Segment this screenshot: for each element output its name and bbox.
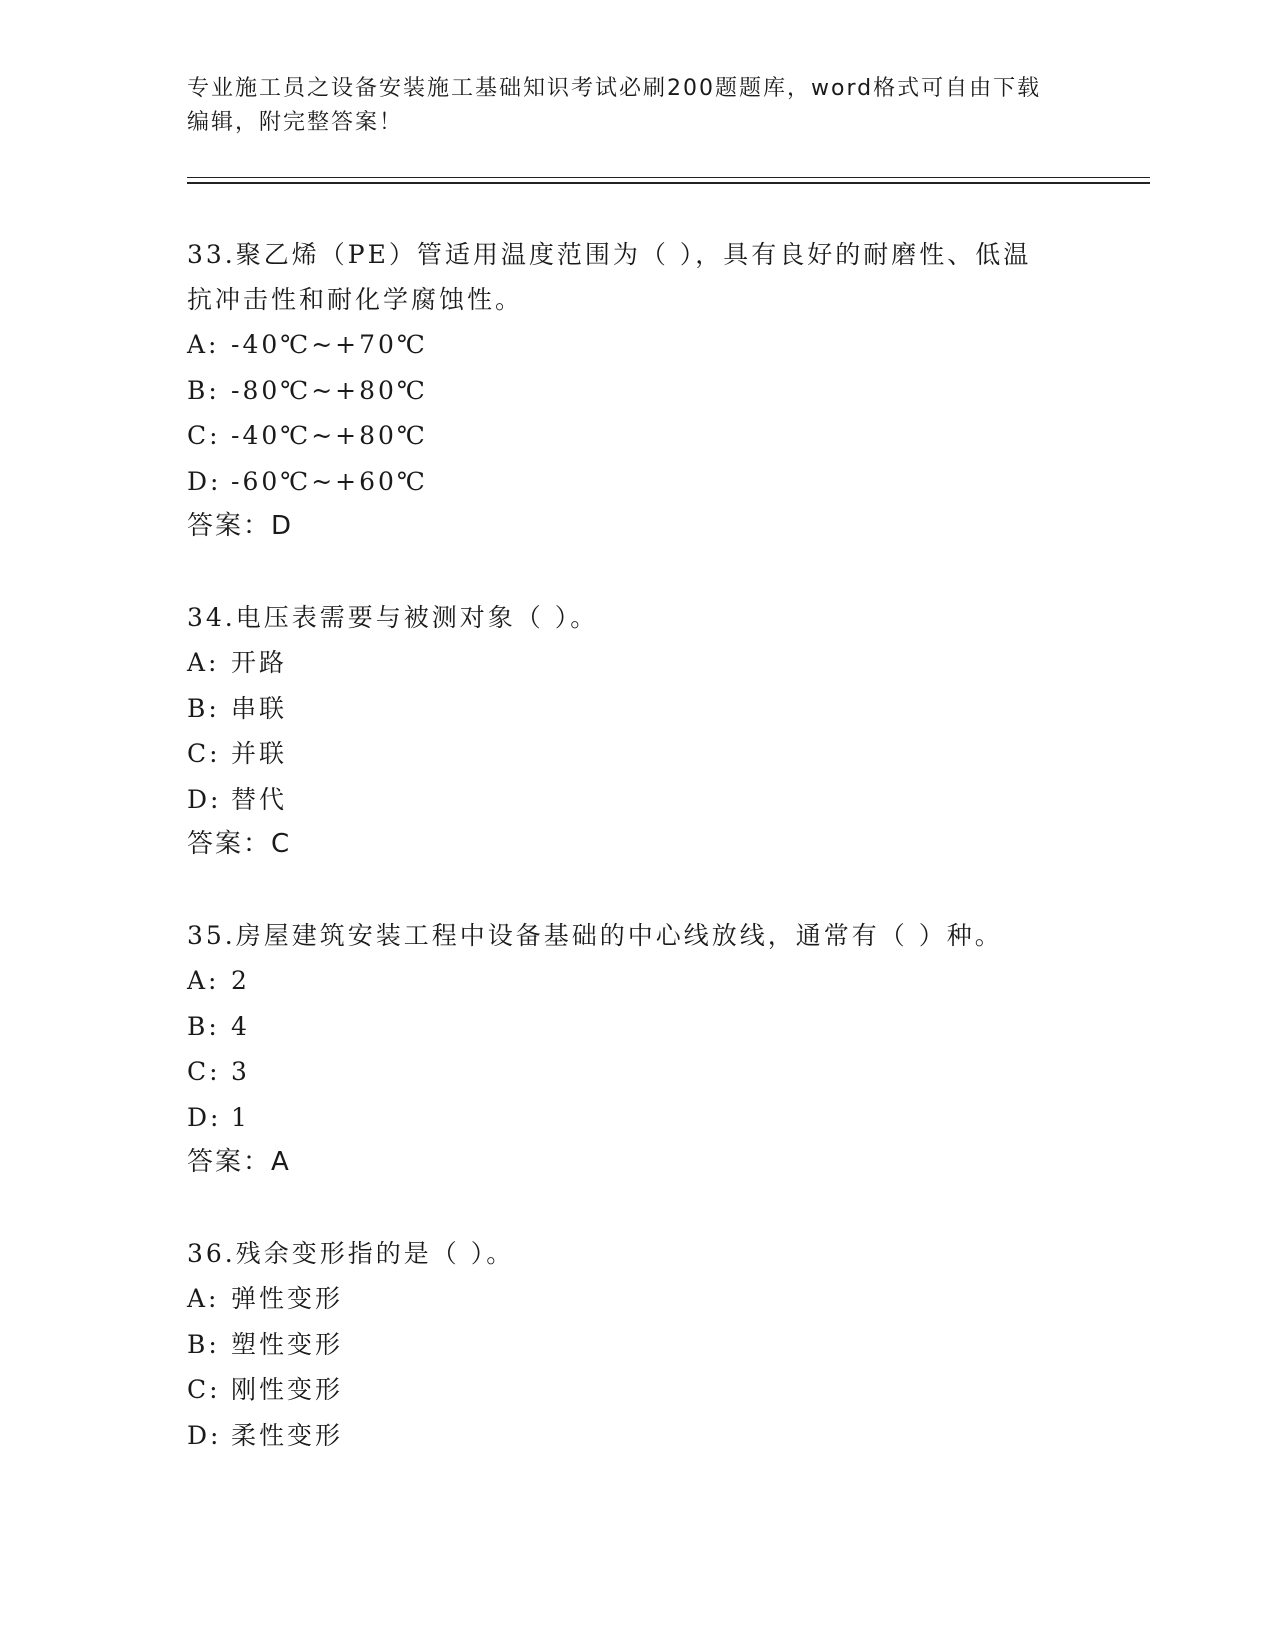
option-a — [187, 1276, 1117, 1322]
option-c — [187, 1049, 1117, 1095]
option-a — [187, 322, 1117, 368]
option-text: -60℃~+60℃ — [231, 466, 428, 496]
question-34 — [187, 595, 1117, 867]
option-text: 弹性变形 — [231, 1284, 344, 1313]
answer-line: 答案：D — [187, 511, 294, 541]
option-a — [187, 958, 1117, 1004]
option-text: -80℃~+80℃ — [231, 375, 428, 405]
option-text: 开路 — [231, 648, 288, 677]
answer-line: 答案：C — [187, 829, 292, 859]
option-letter: B: — [187, 375, 220, 405]
option-letter: D: — [187, 1420, 222, 1450]
header-line-1: 专业施工员之设备安装施工基础知识考试必刷200题题库，word格式可自由下载 — [187, 76, 1042, 101]
question-35 — [187, 913, 1117, 1185]
option-text: 柔性变形 — [231, 1420, 344, 1450]
header-line-2: 编辑，附完整答案！ — [187, 110, 404, 135]
header-divider-top — [187, 177, 1150, 178]
option-letter: A: — [187, 1284, 220, 1313]
option-letter: C: — [187, 1375, 221, 1404]
option-text: 并联 — [231, 739, 288, 768]
option-b — [187, 1004, 1117, 1050]
option-letter: D: — [187, 466, 222, 496]
question-stem: 33.聚乙烯（PE）管适用温度范围为（ ），具有良好的耐磨性、低温 — [187, 240, 1032, 269]
option-a — [187, 640, 1117, 686]
answer-line: 答案：A — [187, 1147, 291, 1177]
question-36 — [187, 1231, 1117, 1458]
option-d — [187, 1095, 1117, 1141]
option-b — [187, 368, 1117, 414]
question-stem: 34.电压表需要与被测对象（ ）。 — [187, 603, 599, 632]
question-list — [187, 232, 1117, 1504]
option-b — [187, 1322, 1117, 1368]
option-letter: B: — [187, 1329, 220, 1359]
option-b — [187, 686, 1117, 732]
option-letter: A: — [187, 648, 220, 677]
option-c — [187, 1367, 1117, 1413]
document-header — [187, 72, 1087, 140]
option-text: 3 — [231, 1057, 250, 1086]
option-d — [187, 459, 1117, 505]
option-letter: D: — [187, 784, 222, 814]
option-text: 2 — [231, 966, 250, 995]
header-divider-bottom — [187, 182, 1150, 184]
option-text: -40℃~+80℃ — [231, 421, 428, 450]
option-text: 串联 — [231, 693, 288, 723]
option-letter: B: — [187, 693, 220, 723]
question-stem: 36.残余变形指的是（ ）。 — [187, 1239, 515, 1268]
question-33 — [187, 232, 1117, 549]
option-letter: C: — [187, 739, 221, 768]
option-text: 4 — [231, 1011, 250, 1041]
option-letter: D: — [187, 1102, 222, 1132]
option-letter: A: — [187, 966, 220, 995]
option-letter: C: — [187, 421, 221, 450]
option-c — [187, 413, 1117, 459]
option-letter: A: — [187, 330, 220, 359]
question-stem: 35.房屋建筑安装工程中设备基础的中心线放线，通常有（ ）种。 — [187, 921, 1003, 950]
question-stem-continued: 抗冲击性和耐化学腐蚀性。 — [187, 285, 524, 314]
option-d — [187, 1413, 1117, 1459]
option-d — [187, 777, 1117, 823]
option-text: 塑性变形 — [231, 1329, 344, 1359]
option-letter: C: — [187, 1057, 221, 1086]
option-text: 1 — [231, 1102, 250, 1132]
option-c — [187, 731, 1117, 777]
option-text: 替代 — [231, 784, 288, 814]
option-text: -40℃~+70℃ — [231, 330, 428, 359]
option-letter: B: — [187, 1011, 220, 1041]
option-text: 刚性变形 — [231, 1375, 344, 1404]
